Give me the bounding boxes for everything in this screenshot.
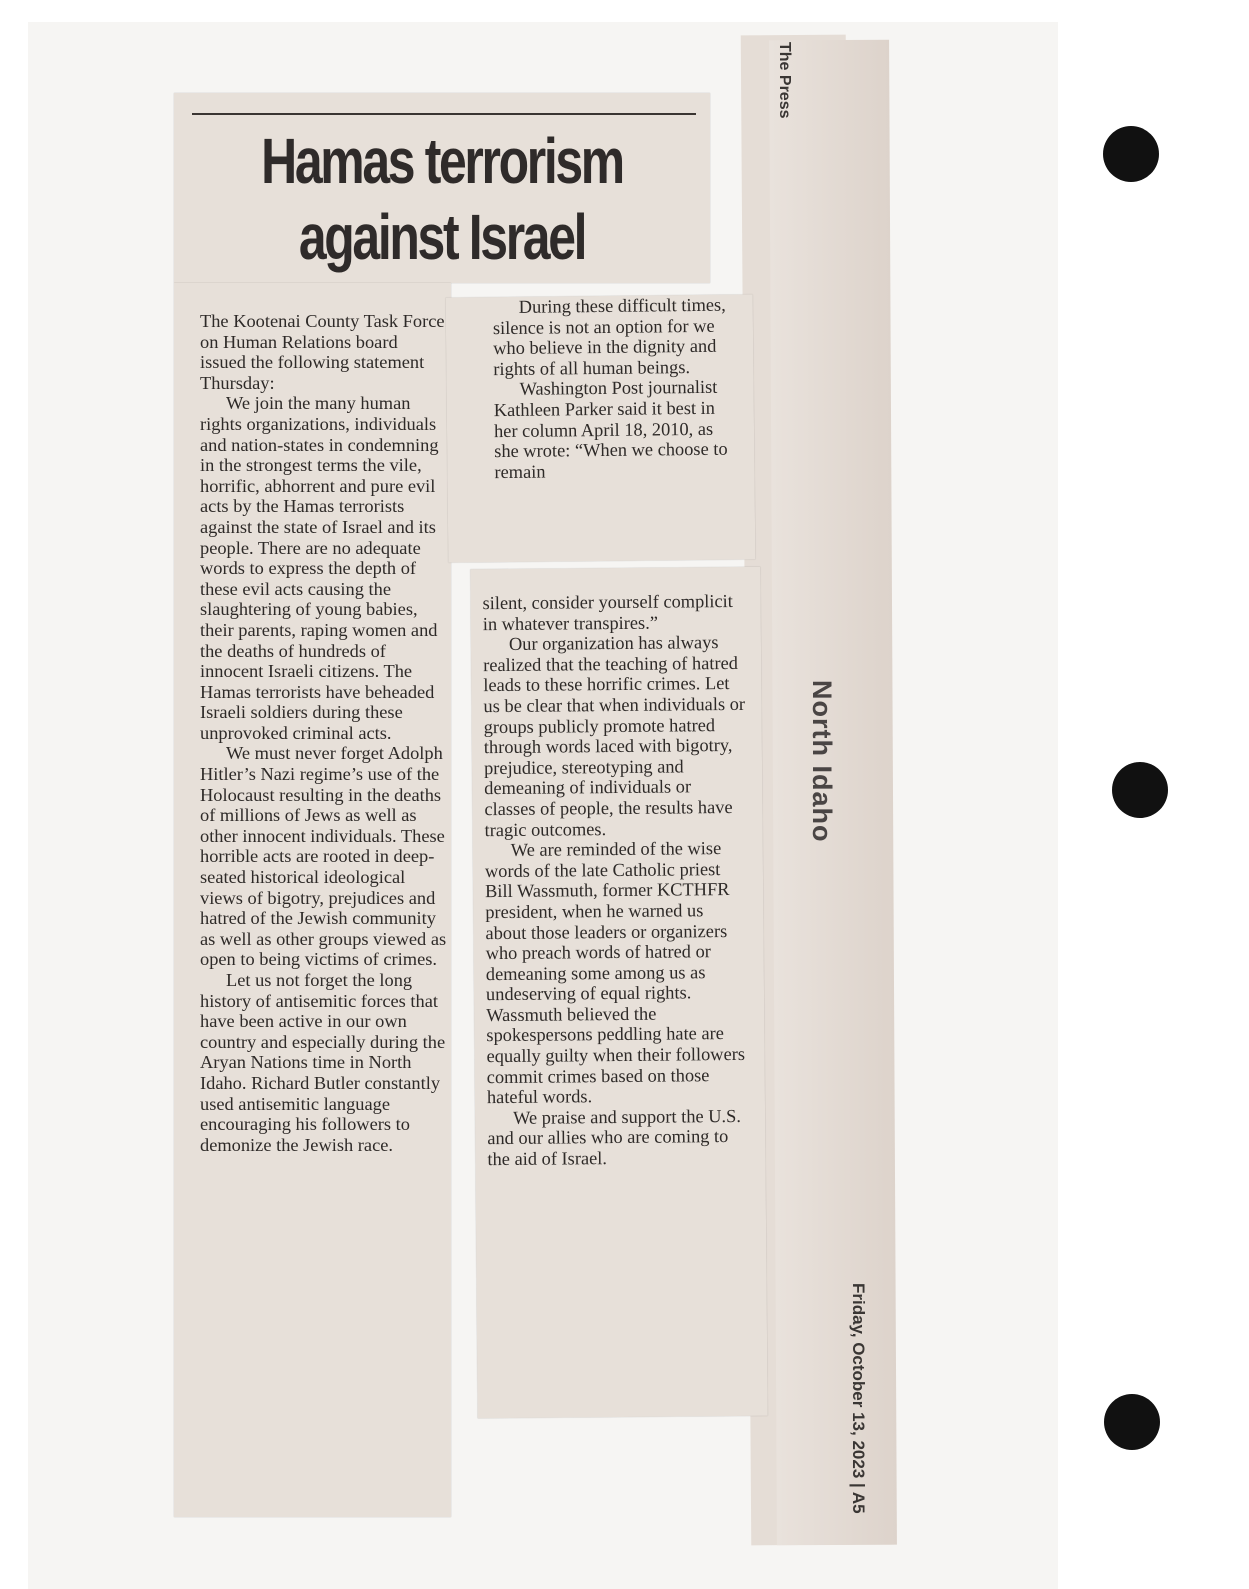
paragraph: During these difficult times, silence is not an option for we who believe in the dignity and rights of all human beings. [492,294,726,379]
column-2-top-clipping [446,294,756,562]
section-name: North Idaho [807,680,837,843]
article-column-2-bottom [483,591,750,1170]
paragraph: We join the many human rights organizations, individuals and nation-states in condemning in the strongest terms the vile, horrific, abhorrent and pure evil acts by the Hamas terrorists against the state of Israel and its people. There are no adequate words to express the depth of these evil acts causing the slaughtering of young babies, their parents, raping women and the deaths of hundreds of innocent Israeli citizens. The Hamas terrorists have beheaded Israeli soldiers during these unprovoked criminal acts. [200,393,439,743]
column-2-bottom-clipping [470,567,767,1418]
paragraph: We praise and support the U.S. and our allies who are coming to the aid of Israel. [487,1105,742,1170]
paragraph: Let us not forget the long history of antisemitic forces that have been active in our own country and especially during the Aryan Nations time in North Idaho. Richard Butler constantly used antisemitic language encouraging his followers to demonize the Jewish race. [200,970,446,1155]
article-column-1 [200,311,448,1155]
article-column-2-top [493,295,743,483]
paragraph: silent, consider yourself complicit in whatever transpires.” [482,590,733,634]
headline-clipping [174,93,710,283]
paragraph: The Kootenai County Task Force on Human Relations board issued the following statement Thursday: [200,311,445,393]
paragraph: Our organization has always realized that the teaching of hatred leads to these horrific crimes. Let us be clear that when individuals or groups publicly promote hatred through words laced with bigotry, prejudice, stereotyping and demeaning of individuals or classes of people, the results have tragic outcomes. [483,632,746,840]
punch-hole [1104,1394,1160,1450]
paragraph: We must never forget Adolph Hitler’s Nazi regime’s use of the Holocaust resulting in the deaths of millions of Jews as well as other innocent individuals. These horrible acts are rooted in deep-seated historical ideological views of bigotry, prejudices and hatred of the Jewish community as well as other groups viewed as open to being victims of crimes. [200,743,447,970]
publication-name: The Press [776,42,793,119]
punch-hole [1103,126,1159,182]
paragraph: We are reminded of the wise words of the late Catholic priest Bill Wassmuth, former KCTHFR president, when he warned us about those leaders or organizers who preach words of hatred or demeaning some among us as undeserving of equal rights. Wassmuth believed the spokespersons peddling hate are equally guilty when their followers commit crimes based on those hateful words. [484,838,746,1108]
dateline: Friday, October 13, 2023 | A5 [849,1283,868,1514]
headline-rule [192,113,696,115]
column-1-clipping [174,283,451,1517]
paragraph: Washington Post journalist Kathleen Parker said it best in her column April 18, 2010, as she wrote: “When we choose to remain [493,377,728,482]
article-headline: Hamas terrorism against Israel [261,125,623,273]
punch-hole [1112,762,1168,818]
